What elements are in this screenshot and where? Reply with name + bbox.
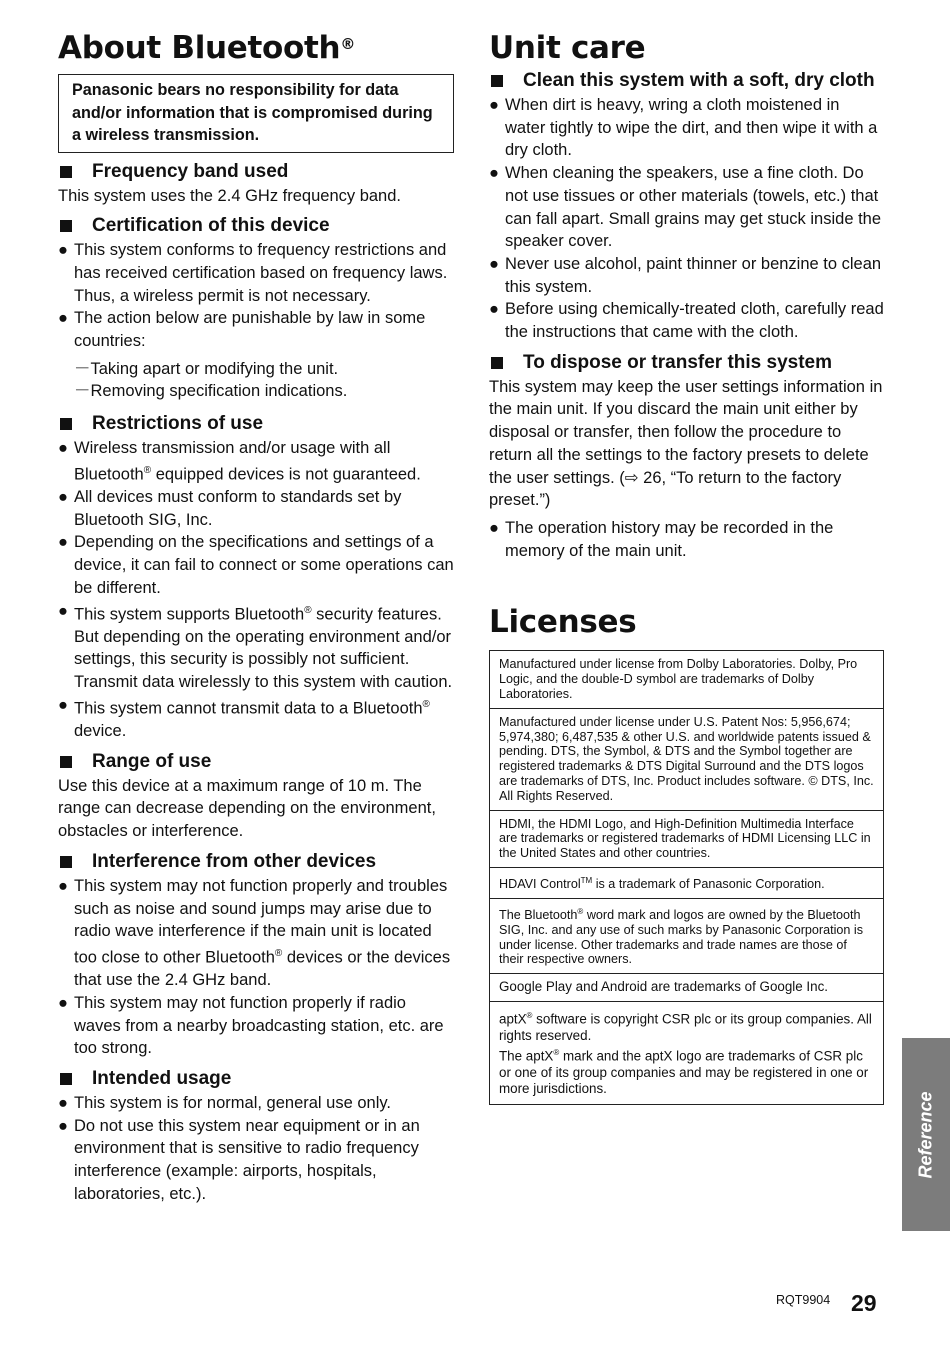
frequency-section (58, 159, 454, 208)
bullet-icon: ● (58, 876, 68, 895)
square-bullet-icon (60, 220, 72, 232)
bullet-icon: ● (489, 300, 499, 319)
bullet-icon: ● (58, 439, 68, 458)
unit-care-title: Unit care (489, 30, 646, 66)
license-aptx (490, 1002, 883, 1104)
section-heading: Interference from other devices (58, 849, 454, 875)
bullet-icon: ● (489, 518, 499, 537)
bullet-list (489, 517, 884, 562)
list-item: ● Before using chemically-treated cloth, carefully read the instructions that came with the cloth. (489, 300, 884, 342)
dash-item: －Taking apart or modifying the unit. (74, 359, 339, 378)
list-item: ● The operation history may be recorded in the memory of the main unit. (489, 518, 834, 560)
square-bullet-icon (491, 357, 503, 369)
reference-side-tab (902, 1038, 950, 1231)
right-column (489, 28, 884, 1105)
range-section (58, 749, 454, 843)
bullet-icon: ● (58, 488, 68, 507)
licenses-table (489, 650, 884, 1105)
aptx-copyright: aptX® software is copyright CSR plc or its group companies. All rights reserved. (499, 1011, 872, 1044)
square-bullet-icon (60, 856, 72, 868)
page-number: 29 (851, 1290, 877, 1316)
bullet-icon: ● (58, 1094, 68, 1112)
square-bullet-icon (60, 166, 72, 178)
dispose-section (489, 350, 884, 563)
interference-section (58, 849, 454, 1060)
list-item: ● This system conforms to frequency restrictions and has received certification based on frequency laws. Thus, a wireless permit is not necessary. (58, 241, 448, 305)
body-text: Use this device at a maximum range of 10 m. The range can decrease depending on the environment, obstacles or interference. (58, 776, 436, 841)
list-item: ● Do not use this system near equipment or in an environment that is sensitive to radio frequency interference (example: airports, hospitals, laboratories, etc.). (58, 1116, 420, 1203)
bullet-list (58, 437, 454, 743)
list-item: ● This system supports Bluetooth® security features. But depending on the operating environment and/or settings, this security is possibly not sufficient. Transmit data wirelessly to this system with caution. (58, 601, 453, 692)
left-column (58, 28, 454, 1212)
section-heading: To dispose or transfer this system (489, 350, 884, 376)
list-item: ● This system may not function properly and troubles such as noise and sound jumps may arise due to radio wave interference if the main unit is located too close to other Bluetooth® devices or the devices that use the 2.4 GHz band. (58, 876, 451, 990)
bullet-icon: ● (489, 164, 499, 183)
about-bluetooth-title: About Bluetooth® (58, 30, 356, 66)
document-code: RQT9904 (776, 1293, 831, 1307)
square-bullet-icon (60, 756, 72, 768)
bullet-list (58, 1092, 454, 1206)
bullet-icon: ● (58, 241, 68, 260)
list-item: ● When dirt is heavy, wring a cloth moistened in water tightly to wipe the dirt, and then wipe it with a dry cloth. (489, 96, 878, 160)
license-hdmi: HDMI, the HDMI Logo, and High-Definition Multimedia Interface are trademarks or registered trademarks of HDMI Licensing LLC in the United States and other countries. (490, 811, 883, 868)
square-bullet-icon (60, 418, 72, 430)
section-heading: Restrictions of use (58, 411, 454, 437)
bullet-icon: ● (58, 695, 68, 714)
license-google: Google Play and Android are trademarks of Google Inc. (490, 974, 883, 1002)
bullet-icon: ● (489, 96, 499, 114)
list-item: ● All devices must conform to standards set by Bluetooth SIG, Inc. (58, 488, 402, 529)
list-item: ● Never use alcohol, paint thinner or benzine to clean this system. (489, 254, 882, 296)
bullet-list (58, 239, 454, 353)
restrictions-section (58, 411, 454, 743)
license-dts: Manufactured under license under U.S. Patent Nos: 5,956,674; 5,974,380; 6,487,535 & other U.S. and worldwide patents issued & pending. DTS, the Symbol, & DTS and the Symbol together are registered trademarks & DTS Digital Surround and the DTS logos are trademarks of DTS, Inc. Product includes software. © DTS, Inc. All Rights Reserved. (490, 709, 883, 811)
list-item: ● This system may not function properly if radio waves from a nearby broadcasting station, etc. are too strong. (58, 993, 444, 1058)
section-heading: Certification of this device (58, 213, 454, 239)
section-heading: Frequency band used (58, 159, 454, 185)
certification-section (58, 213, 454, 403)
section-heading: Intended usage (58, 1066, 454, 1092)
section-heading: Range of use (58, 749, 454, 775)
list-item: ● Depending on the specifications and settings of a device, it can fail to connect or some operations can be different. (58, 533, 454, 597)
bullet-icon: ● (58, 993, 68, 1012)
license-dolby: Manufactured under license from Dolby Laboratories. Dolby, Pro Logic, and the double-D symbol are trademarks of Dolby Laboratories. (490, 651, 883, 708)
bullet-icon: ● (58, 533, 68, 552)
list-item: ● This system cannot transmit data to a Bluetooth® device. (58, 695, 430, 741)
license-bluetooth: The Bluetooth® word mark and logos are owned by the Bluetooth SIG, Inc. and any use of such marks by Panasonic Corporation is under license. Other trademarks and trade names are those of their respective owners. (490, 899, 883, 974)
clean-section (489, 68, 884, 344)
licenses-title: Licenses (489, 604, 637, 641)
disclaimer-box: Panasonic bears no responsibility for data and/or information that is compromised during a wireless transmission. (58, 74, 454, 153)
square-bullet-icon (491, 75, 503, 87)
body-text: This system uses the 2.4 GHz frequency band. (58, 186, 401, 205)
bullet-icon: ● (58, 601, 68, 620)
bullet-list (58, 875, 454, 1060)
license-hdavi: HDAVI Control™ is a trademark of Panasonic Corporation. (490, 868, 883, 899)
bullet-icon: ● (58, 1116, 68, 1135)
list-item: ● Wireless transmission and/or usage with all Bluetooth® equipped devices is not guaranteed. (58, 439, 421, 484)
bullet-icon: ● (58, 309, 68, 328)
section-heading: Clean this system with a soft, dry cloth (489, 68, 884, 94)
list-item: ● This system is for normal, general use only. (58, 1092, 454, 1115)
square-bullet-icon (60, 1073, 72, 1085)
list-item: ● The action below are punishable by law in some countries: (58, 309, 426, 351)
side-tab-label: Reference (915, 1090, 936, 1179)
intended-usage-section (58, 1066, 454, 1206)
bullet-icon: ● (489, 254, 499, 273)
dash-item: －Removing specification indications. (74, 382, 348, 401)
bullet-list (489, 94, 884, 344)
body-text: This system may keep the user settings information in the main unit. If you discard the main unit either by disposal or transfer, then follow the procedure to return all the settings to the factory presets to delete the user settings. (⇨ 26, “To return to the factory preset.”) (489, 377, 883, 510)
list-item: ● When cleaning the speakers, use a fine cloth. Do not use tissues or other materials (towels, etc.) that can fall apart. Small grains may get stuck inside the speaker cover. (489, 164, 882, 251)
aptx-trademark: The aptX® mark and the aptX logo are trademarks of CSR plc or one of its group companies and may be registered in one or more jurisdictions. (499, 1047, 869, 1097)
